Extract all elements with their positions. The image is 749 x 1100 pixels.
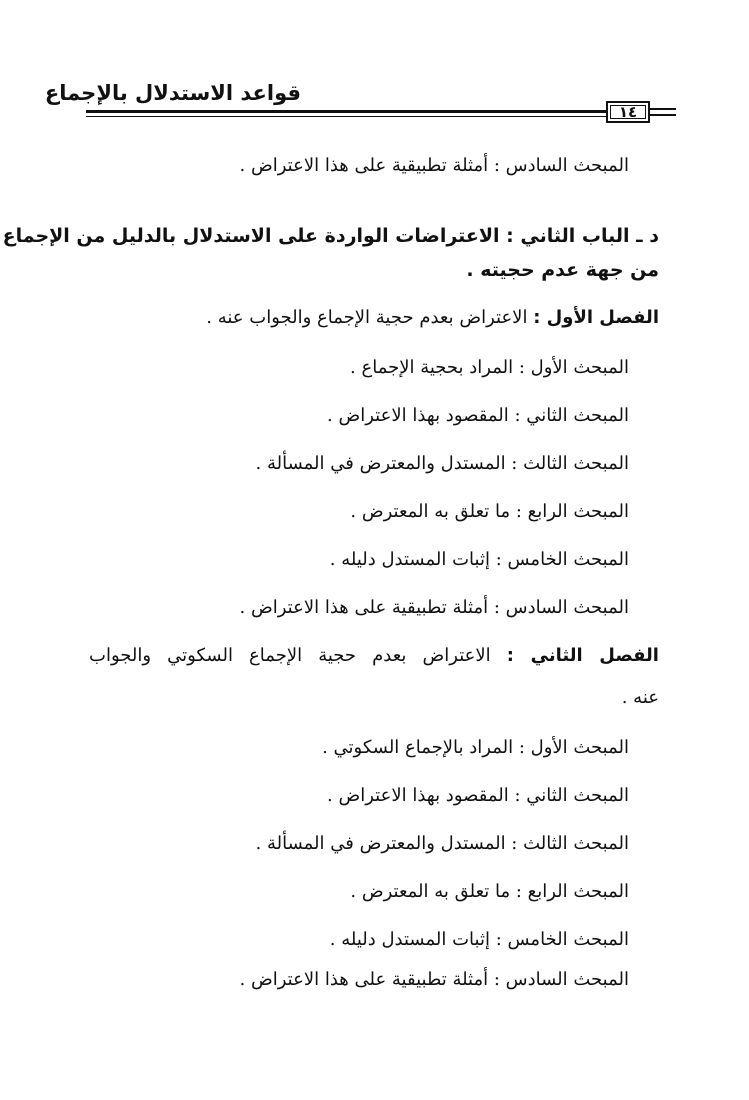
section-title: الاعتراض بعدم حجية الإجماع والجواب عنه . xyxy=(206,307,534,328)
toc-entry: المبحث الأول : المراد بحجية الإجماع . xyxy=(350,357,629,378)
section-heading-continuation: عنه . xyxy=(621,687,659,708)
toc-entry: المبحث الخامس : إثبات المستدل دليله . xyxy=(329,929,629,950)
toc-entry: المبحث الأول : المراد بالإجماع السكوتي . xyxy=(322,737,629,758)
toc-entry: المبحث السادس : أمثلة تطبيقية على هذا الاعتراض . xyxy=(239,969,629,990)
toc-entry: المبحث الثالث : المستدل والمعترض في المسألة . xyxy=(255,833,629,854)
toc-entry: المبحث الرابع : ما تعلق به المعترض . xyxy=(350,501,629,522)
toc-entry: المبحث السادس : أمثلة تطبيقية على هذا الاعتراض . xyxy=(239,597,629,618)
section-label: الفصل الأول : xyxy=(533,307,659,328)
toc-entry: المبحث السادس : أمثلة تطبيقية على هذا الاعتراض . xyxy=(239,155,629,176)
header-ornament-line xyxy=(650,108,676,110)
header-rule-thin xyxy=(86,116,606,117)
section-heading xyxy=(206,304,659,332)
toc-entry: المبحث الثاني : المقصود بهذا الاعتراض . xyxy=(327,785,629,806)
page-number: ١٤ xyxy=(606,101,650,123)
header-rule-thick xyxy=(86,110,606,113)
section-label: الفصل الثاني : xyxy=(506,645,659,666)
chapter-heading-continuation: من جهة عدم حجيته . xyxy=(466,259,659,281)
section-heading xyxy=(89,642,659,670)
toc-entry: المبحث الثاني : المقصود بهذا الاعتراض . xyxy=(327,405,629,426)
header-ornament-line xyxy=(650,114,676,116)
chapter-heading: د ـ الباب الثاني : الاعتراضات الواردة على الاستدلال بالدليل من الإجماع xyxy=(2,225,659,247)
toc-entry: المبحث الثالث : المستدل والمعترض في المسألة . xyxy=(255,453,629,474)
running-header-title: قواعد الاستدلال بالإجماع xyxy=(44,81,301,105)
toc-entry: المبحث الخامس : إثبات المستدل دليله . xyxy=(329,549,629,570)
toc-entry: المبحث الرابع : ما تعلق به المعترض . xyxy=(350,881,629,902)
section-title: الاعتراض بعدم حجية الإجماع السكوتي والجواب xyxy=(89,645,507,666)
